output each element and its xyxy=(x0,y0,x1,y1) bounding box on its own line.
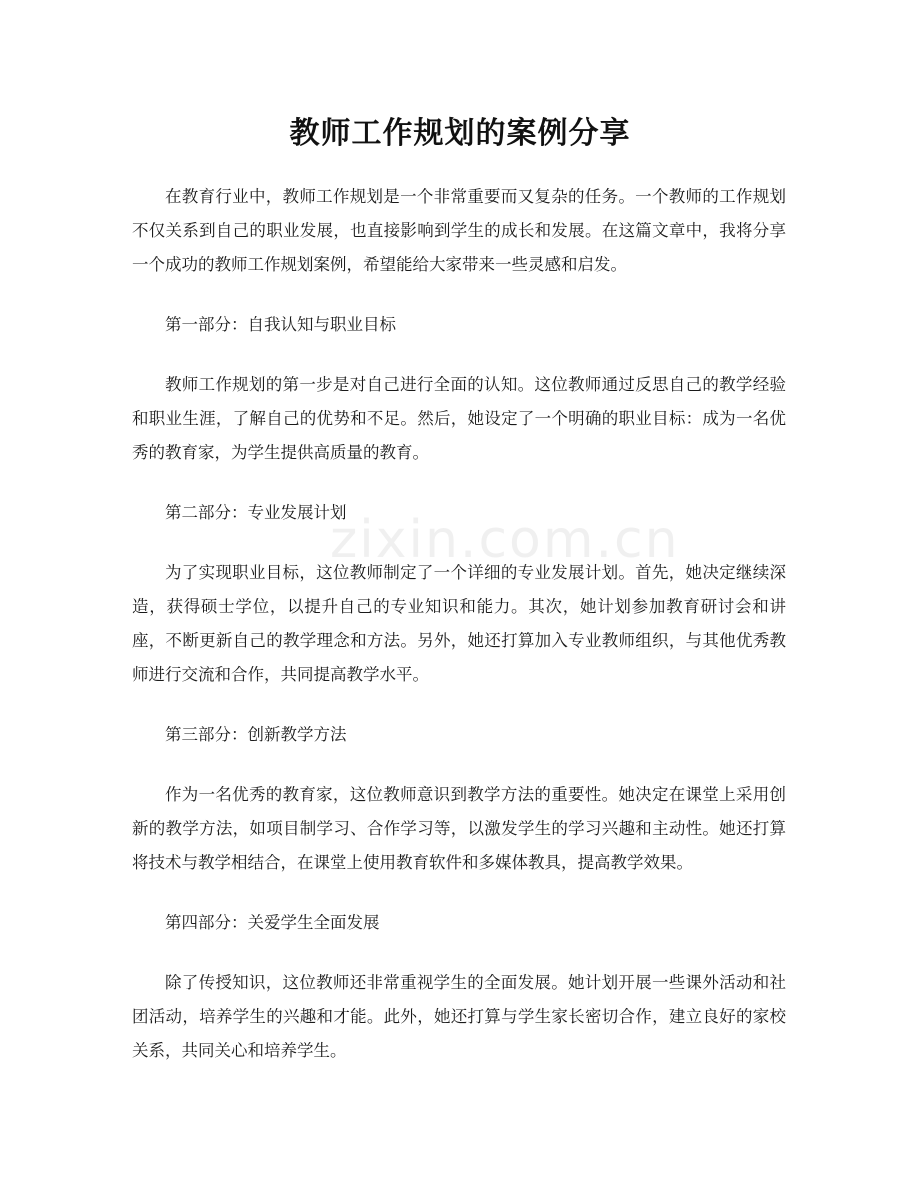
section-heading-1: 第一部分：自我认知与职业目标 xyxy=(165,315,396,334)
intro-paragraph: 在教育行业中，教师工作规划是一个非常重要而又复杂的任务。一个教师的工作规划不仅关系到自己的职业发展，也直接影响到学生的成长和发展。在这篇文章中，我将分享一个成功的教师工作规划案例，希望能给大家带来一些灵感和启发。 xyxy=(132,187,786,274)
section-paragraph-4: 除了传授知识，这位教师还非常重视学生的全面发展。她计划开展一些课外活动和社团活动，培养学生的兴趣和才能。此外，她还打算与学生家长密切合作，建立良好的家校关系，共同关心和培养学生。 xyxy=(132,973,786,1060)
section-heading-4: 第四部分：关爱学生全面发展 xyxy=(165,913,380,932)
section-paragraph-3: 作为一名优秀的教育家，这位教师意识到教学方法的重要性。她决定在课堂上采用创新的教学方法，如项目制学习、合作学习等，以激发学生的学习兴趣和主动性。她还打算将技术与教学相结合，在课堂上使用教育软件和多媒体教具，提高教学效果。 xyxy=(132,785,786,872)
section-paragraph-2: 为了实现职业目标，这位教师制定了一个详细的专业发展计划。首先，她决定继续深造，获得硕士学位，以提升自己的专业知识和能力。其次，她计划参加教育研讨会和讲座，不断更新自己的教学理念和方法。另外，她还打算加入专业教师组织，与其他优秀教师进行交流和合作，共同提高教学水平。 xyxy=(132,563,786,684)
section-heading-2: 第二部分：专业发展计划 xyxy=(165,503,347,522)
document-title: 教师工作规划的案例分享 xyxy=(289,116,631,151)
section-paragraph-1: 教师工作规划的第一步是对自己进行全面的认知。这位教师通过反思自己的教学经验和职业生涯，了解自己的优势和不足。然后，她设定了一个明确的职业目标：成为一名优秀的教育家，为学生提供高质量的教育。 xyxy=(132,375,786,462)
section-heading-3: 第三部分：创新教学方法 xyxy=(165,725,347,744)
watermark: zixin.com.cn xyxy=(330,510,680,570)
document-body xyxy=(132,180,786,1094)
